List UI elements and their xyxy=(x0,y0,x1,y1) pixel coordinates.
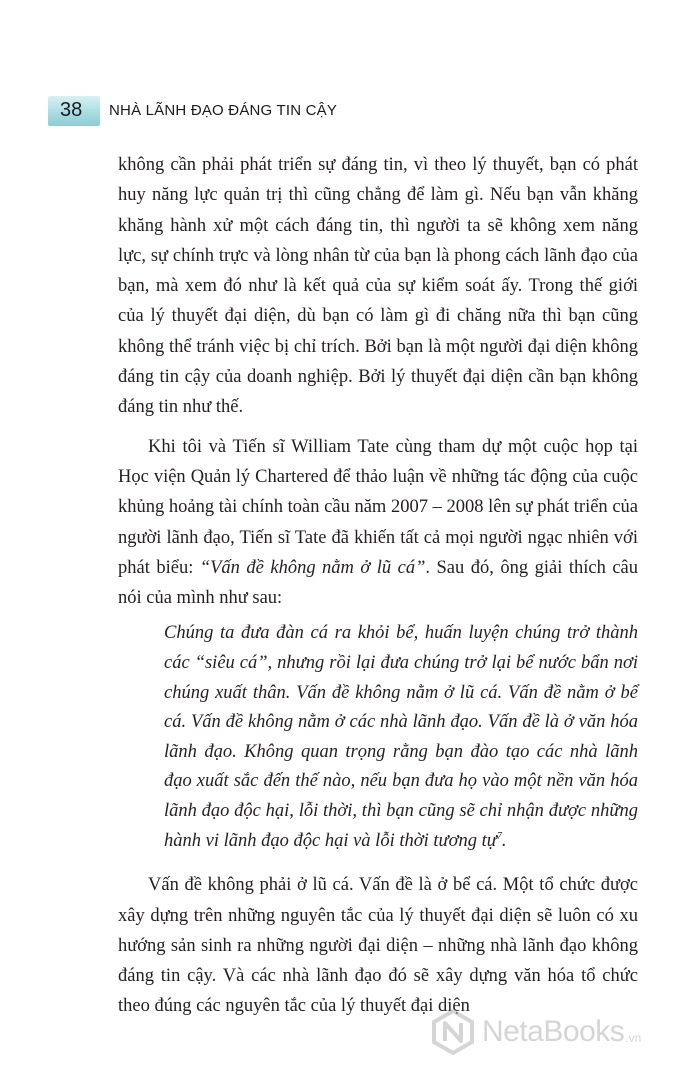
block-quote xyxy=(164,619,638,856)
netabooks-logo-icon xyxy=(430,1009,476,1055)
running-title: NHÀ LÃNH ĐẠO ĐÁNG TIN CẬY xyxy=(109,102,338,119)
footnote-marker: 7 xyxy=(496,830,502,842)
page-header xyxy=(0,96,700,126)
page-body xyxy=(118,150,638,1022)
paragraph: không cần phải phát triển sự đáng tin, vì theo lý thuyết, bạn có phát huy năng lực quản trị thì cũng chẳng để làm gì. Nếu bạn vẫn khăng khăng hành xử một cách đáng tin, thì người ta sẽ không xem năng lực, sự chính trực và lòng nhân từ của bạn là phong cách lãnh đạo của bạn, mà xem đó như là kết quả của sự kiểm soát ấy. Trong thế giới của lý thuyết đại diện, dù bạn có làm gì đi chăng nữa thì bạn cũng không thể tránh việc bị chỉ trích. Bởi bạn là một người đại diện không đáng tin cậy của doanh nghiệp. Bởi lý thuyết đại diện cần bạn không đáng tin như thế. xyxy=(118,155,638,418)
quoted-phrase: “Vấn đề không nằm ở lũ cá” xyxy=(199,557,426,578)
watermark-suffix: .vn xyxy=(625,1031,642,1045)
paragraph-text: Khi tôi và Tiến sĩ William Tate cùng tham dự một cuộc họp tại Học viện Quản lý Chartered để thảo luận về những tác động của cuộc khủng hoảng tài chính toàn cầu năm 2007 – 2008 lên sự phát triển của người lãnh đạo, Tiến sĩ Tate đã khiến tất cả mọi người ngạc nhiên với phát biểu: xyxy=(118,436,638,578)
paragraph-text: . Sau đó, ông giải thích câu nói của mình như sau: xyxy=(118,557,639,609)
block-quote-text: Chúng ta đưa đàn cá ra khỏi bể, huấn luyện chúng trở thành các “siêu cá”, nhưng rồi lại đưa chúng trở lại bể nước bẩn nơi chúng xuất thân. Vấn đề không nằm ở lũ cá. Vấn đề nằm ở bể cá. Vấn đề không nằm ở các nhà lãnh đạo. Vấn đề là ở văn hóa lãnh đạo. Không quan trọng rằng bạn đào tạo các nhà lãnh đạo xuất sắc đến thế nào, nếu bạn đưa họ vào một nền văn hóa lãnh đạo độc hại, lỗi thời, thì bạn cũng sẽ chỉ nhận được những hành vi lãnh đạo độc hại và lỗi thời tương tự xyxy=(164,623,638,851)
paragraph: Vấn đề không phải ở lũ cá. Vấn đề là ở bể cá. Một tổ chức được xây dựng trên những nguyên tắc của lý thuyết đại diện sẽ luôn có xu hướng sản sinh ra những người đại diện – những nhà lãnh đạo không đáng tin cậy. Và các nhà lãnh đạo đó sẽ xây dựng văn hóa tổ chức theo đúng các nguyên tắc của lý thuyết đại diện xyxy=(118,875,638,1017)
watermark-brand: NetaBooks xyxy=(482,1015,625,1048)
paragraph xyxy=(118,432,638,614)
block-quote-end: . xyxy=(501,830,507,851)
page-number: 38 xyxy=(60,99,83,121)
watermark xyxy=(430,1004,700,1060)
